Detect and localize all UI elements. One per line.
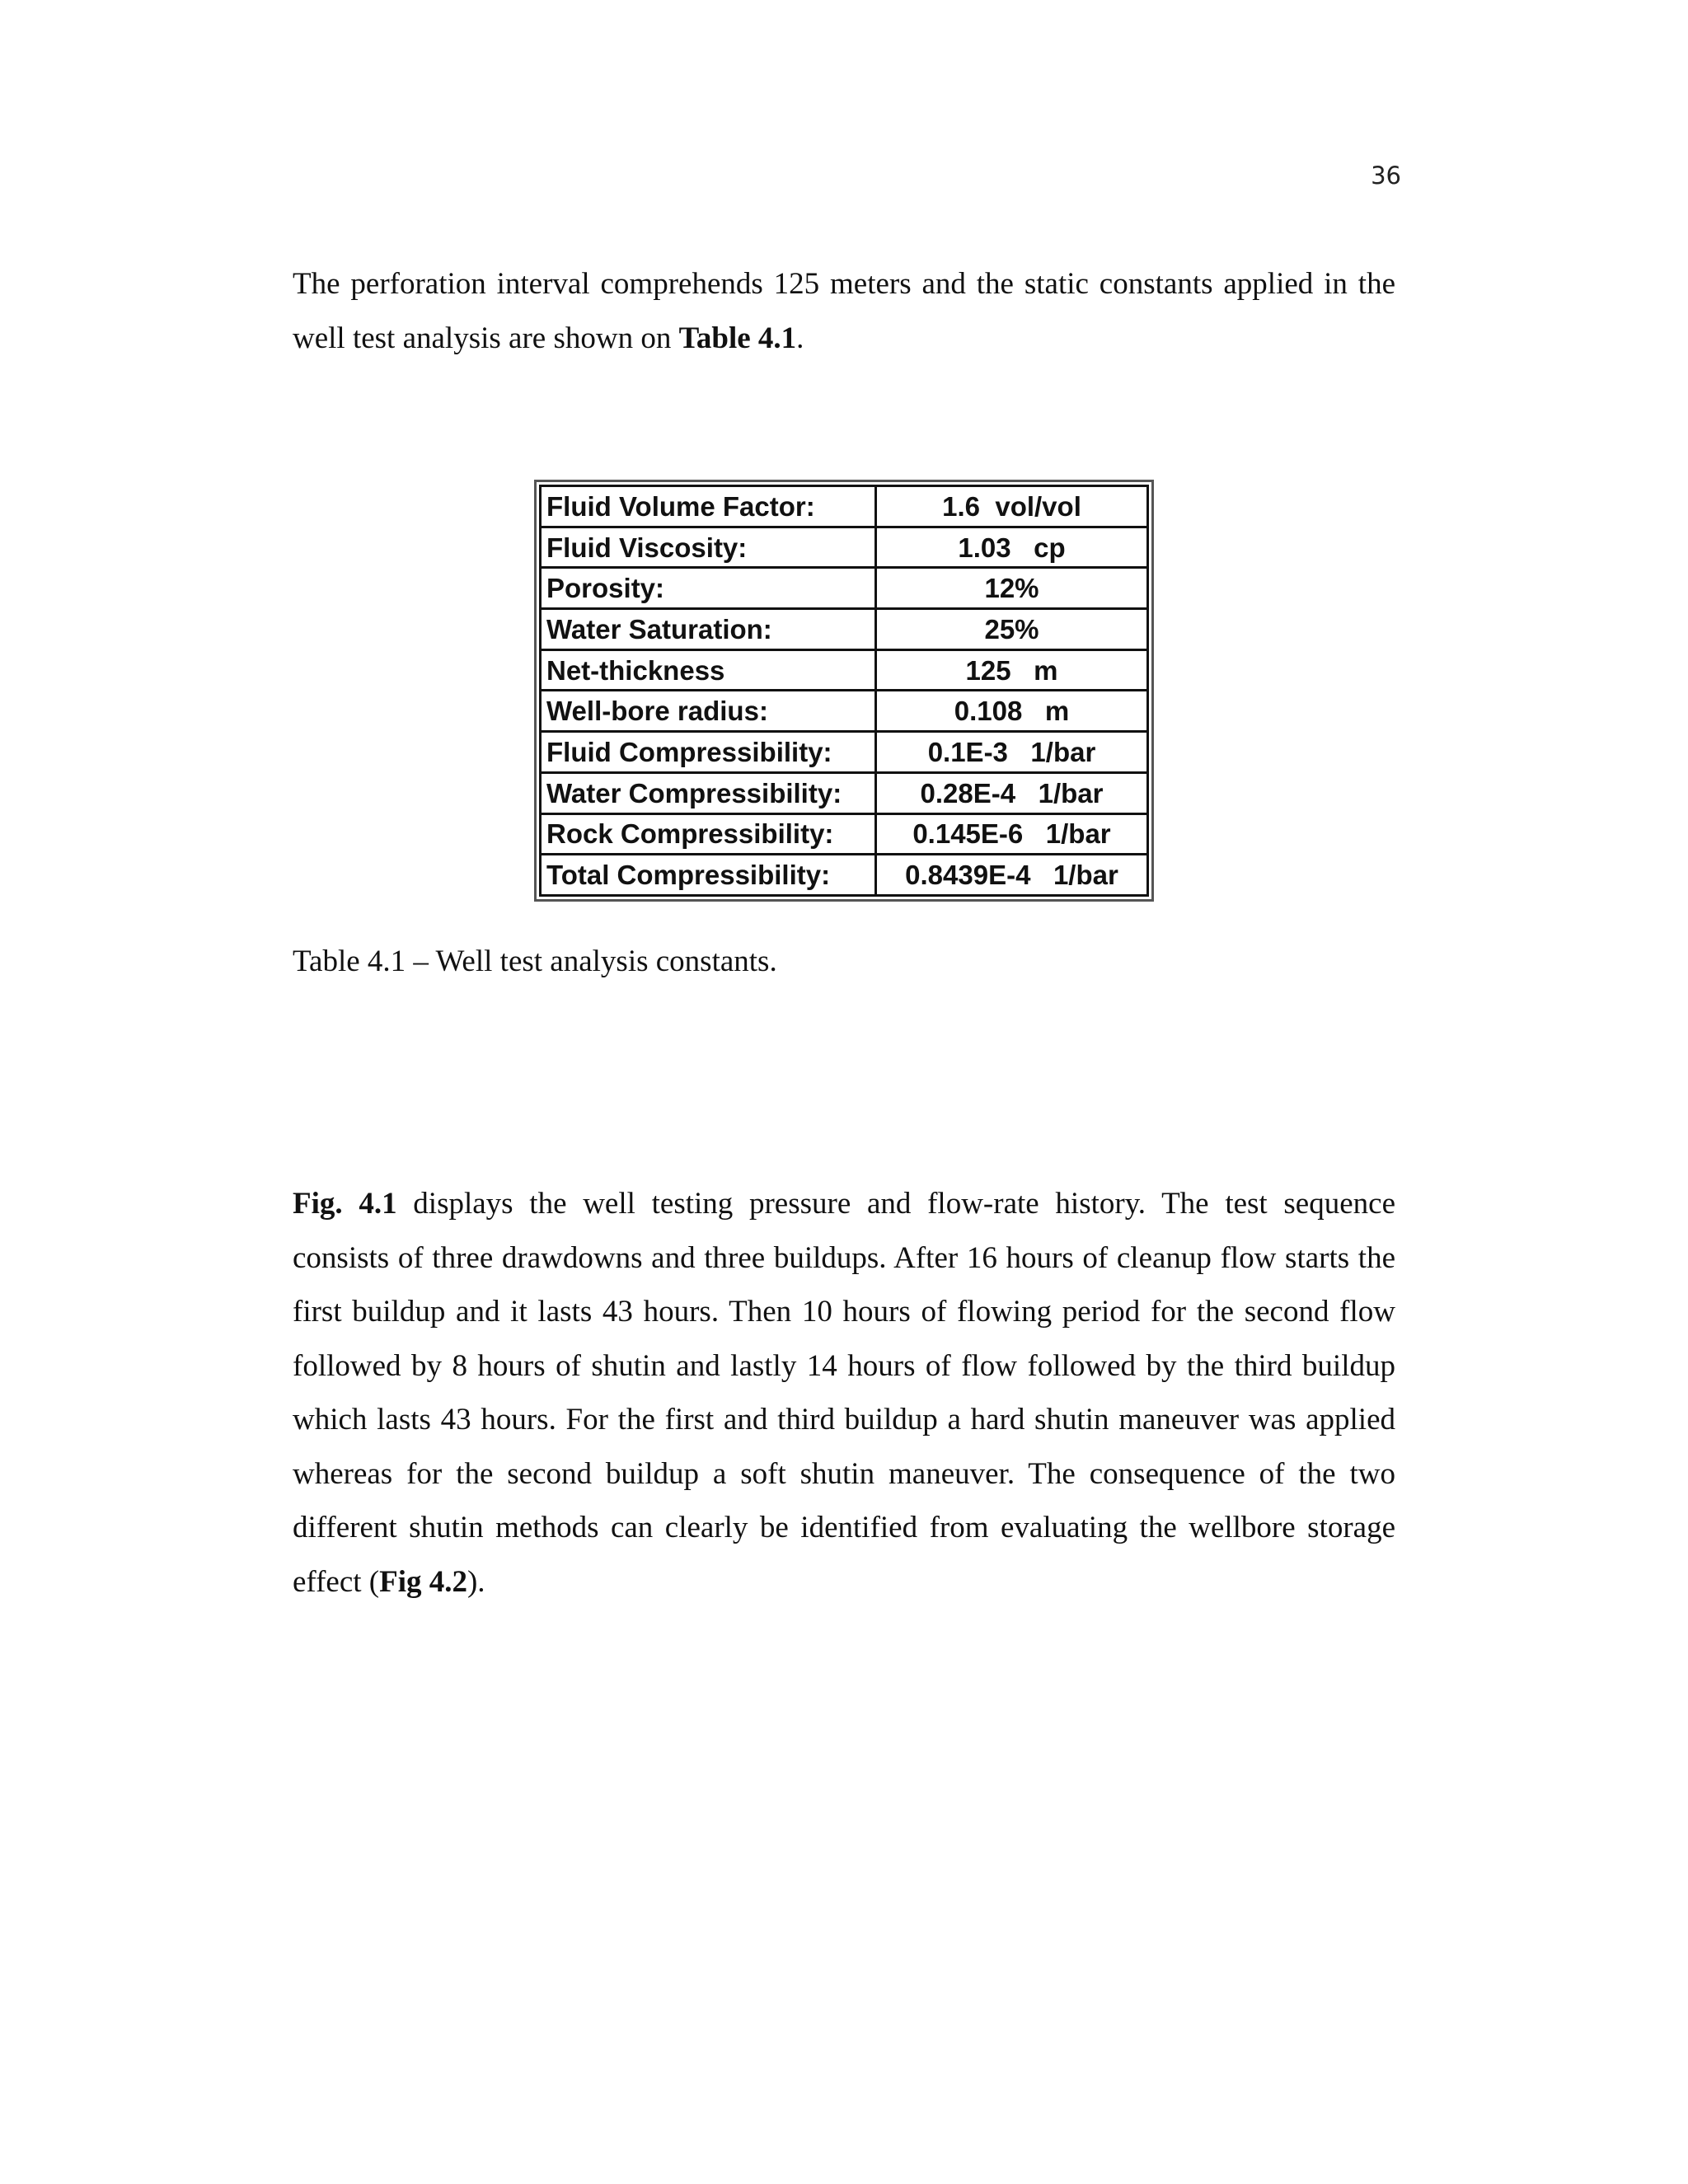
row-value: 0.108 m [876, 691, 1148, 732]
constants-table [539, 485, 1149, 897]
row-value: 1.6 vol/vol [876, 486, 1148, 527]
table-caption: Table 4.1 – Well test analysis constants. [293, 944, 777, 978]
body-text-end: ). [467, 1564, 485, 1599]
row-label: Fluid Compressibility: [541, 732, 876, 773]
row-label: Well-bore radius: [541, 691, 876, 732]
intro-text: The perforation interval comprehends 125 meters and the static constants applied in the well test analysis are shown on [293, 267, 1395, 355]
row-label: Total Compressibility: [541, 855, 876, 896]
row-label: Rock Compressibility: [541, 813, 876, 855]
row-value: 0.8439E-4 1/bar [876, 855, 1148, 896]
body-paragraph [293, 1177, 1395, 1609]
row-value: 0.145E-6 1/bar [876, 813, 1148, 855]
table-row [541, 691, 1148, 732]
row-value: 12% [876, 568, 1148, 609]
row-value: 1.03 cp [876, 527, 1148, 568]
table-row [541, 568, 1148, 609]
intro-text-end: . [796, 321, 804, 355]
table-row [541, 772, 1148, 813]
row-value: 0.1E-3 1/bar [876, 732, 1148, 773]
row-value: 0.28E-4 1/bar [876, 772, 1148, 813]
row-label: Fluid Volume Factor: [541, 486, 876, 527]
table-row [541, 855, 1148, 896]
row-label: Water Saturation: [541, 609, 876, 650]
row-label: Fluid Viscosity: [541, 527, 876, 568]
table-row [541, 813, 1148, 855]
row-value: 25% [876, 609, 1148, 650]
row-label: Water Compressibility: [541, 772, 876, 813]
figure-reference-2: Fig 4.2 [379, 1564, 467, 1599]
table-row [541, 609, 1148, 650]
constants-table-frame [534, 480, 1154, 902]
row-value: 125 m [876, 649, 1148, 691]
row-label: Net-thickness [541, 649, 876, 691]
row-label: Porosity: [541, 568, 876, 609]
constants-table-body [541, 486, 1148, 896]
body-text: displays the well testing pressure and flow-rate history. The test sequence consists of three drawdowns and three buildups. After 16 hours of cleanup flow starts the first buildup and it lasts 43 hours. Then 10 hours of flowing period for the second flow followed by 8 hours of shutin and lastly 14 hours of flow followed by the third buildup which lasts 43 hours. For the first and third buildup a hard shutin maneuver was applied whereas for the second buildup a soft shutin maneuver. The consequence of the two different shutin methods can clearly be identified from evaluating the wellbore storage effect ( [293, 1187, 1395, 1599]
page-number: 36 [1371, 162, 1401, 190]
table-row [541, 527, 1148, 568]
table-row [541, 486, 1148, 527]
intro-paragraph [293, 257, 1395, 365]
figure-reference: Fig. 4.1 [293, 1187, 397, 1221]
table-row [541, 649, 1148, 691]
table-reference: Table 4.1 [678, 321, 797, 355]
table-row [541, 732, 1148, 773]
